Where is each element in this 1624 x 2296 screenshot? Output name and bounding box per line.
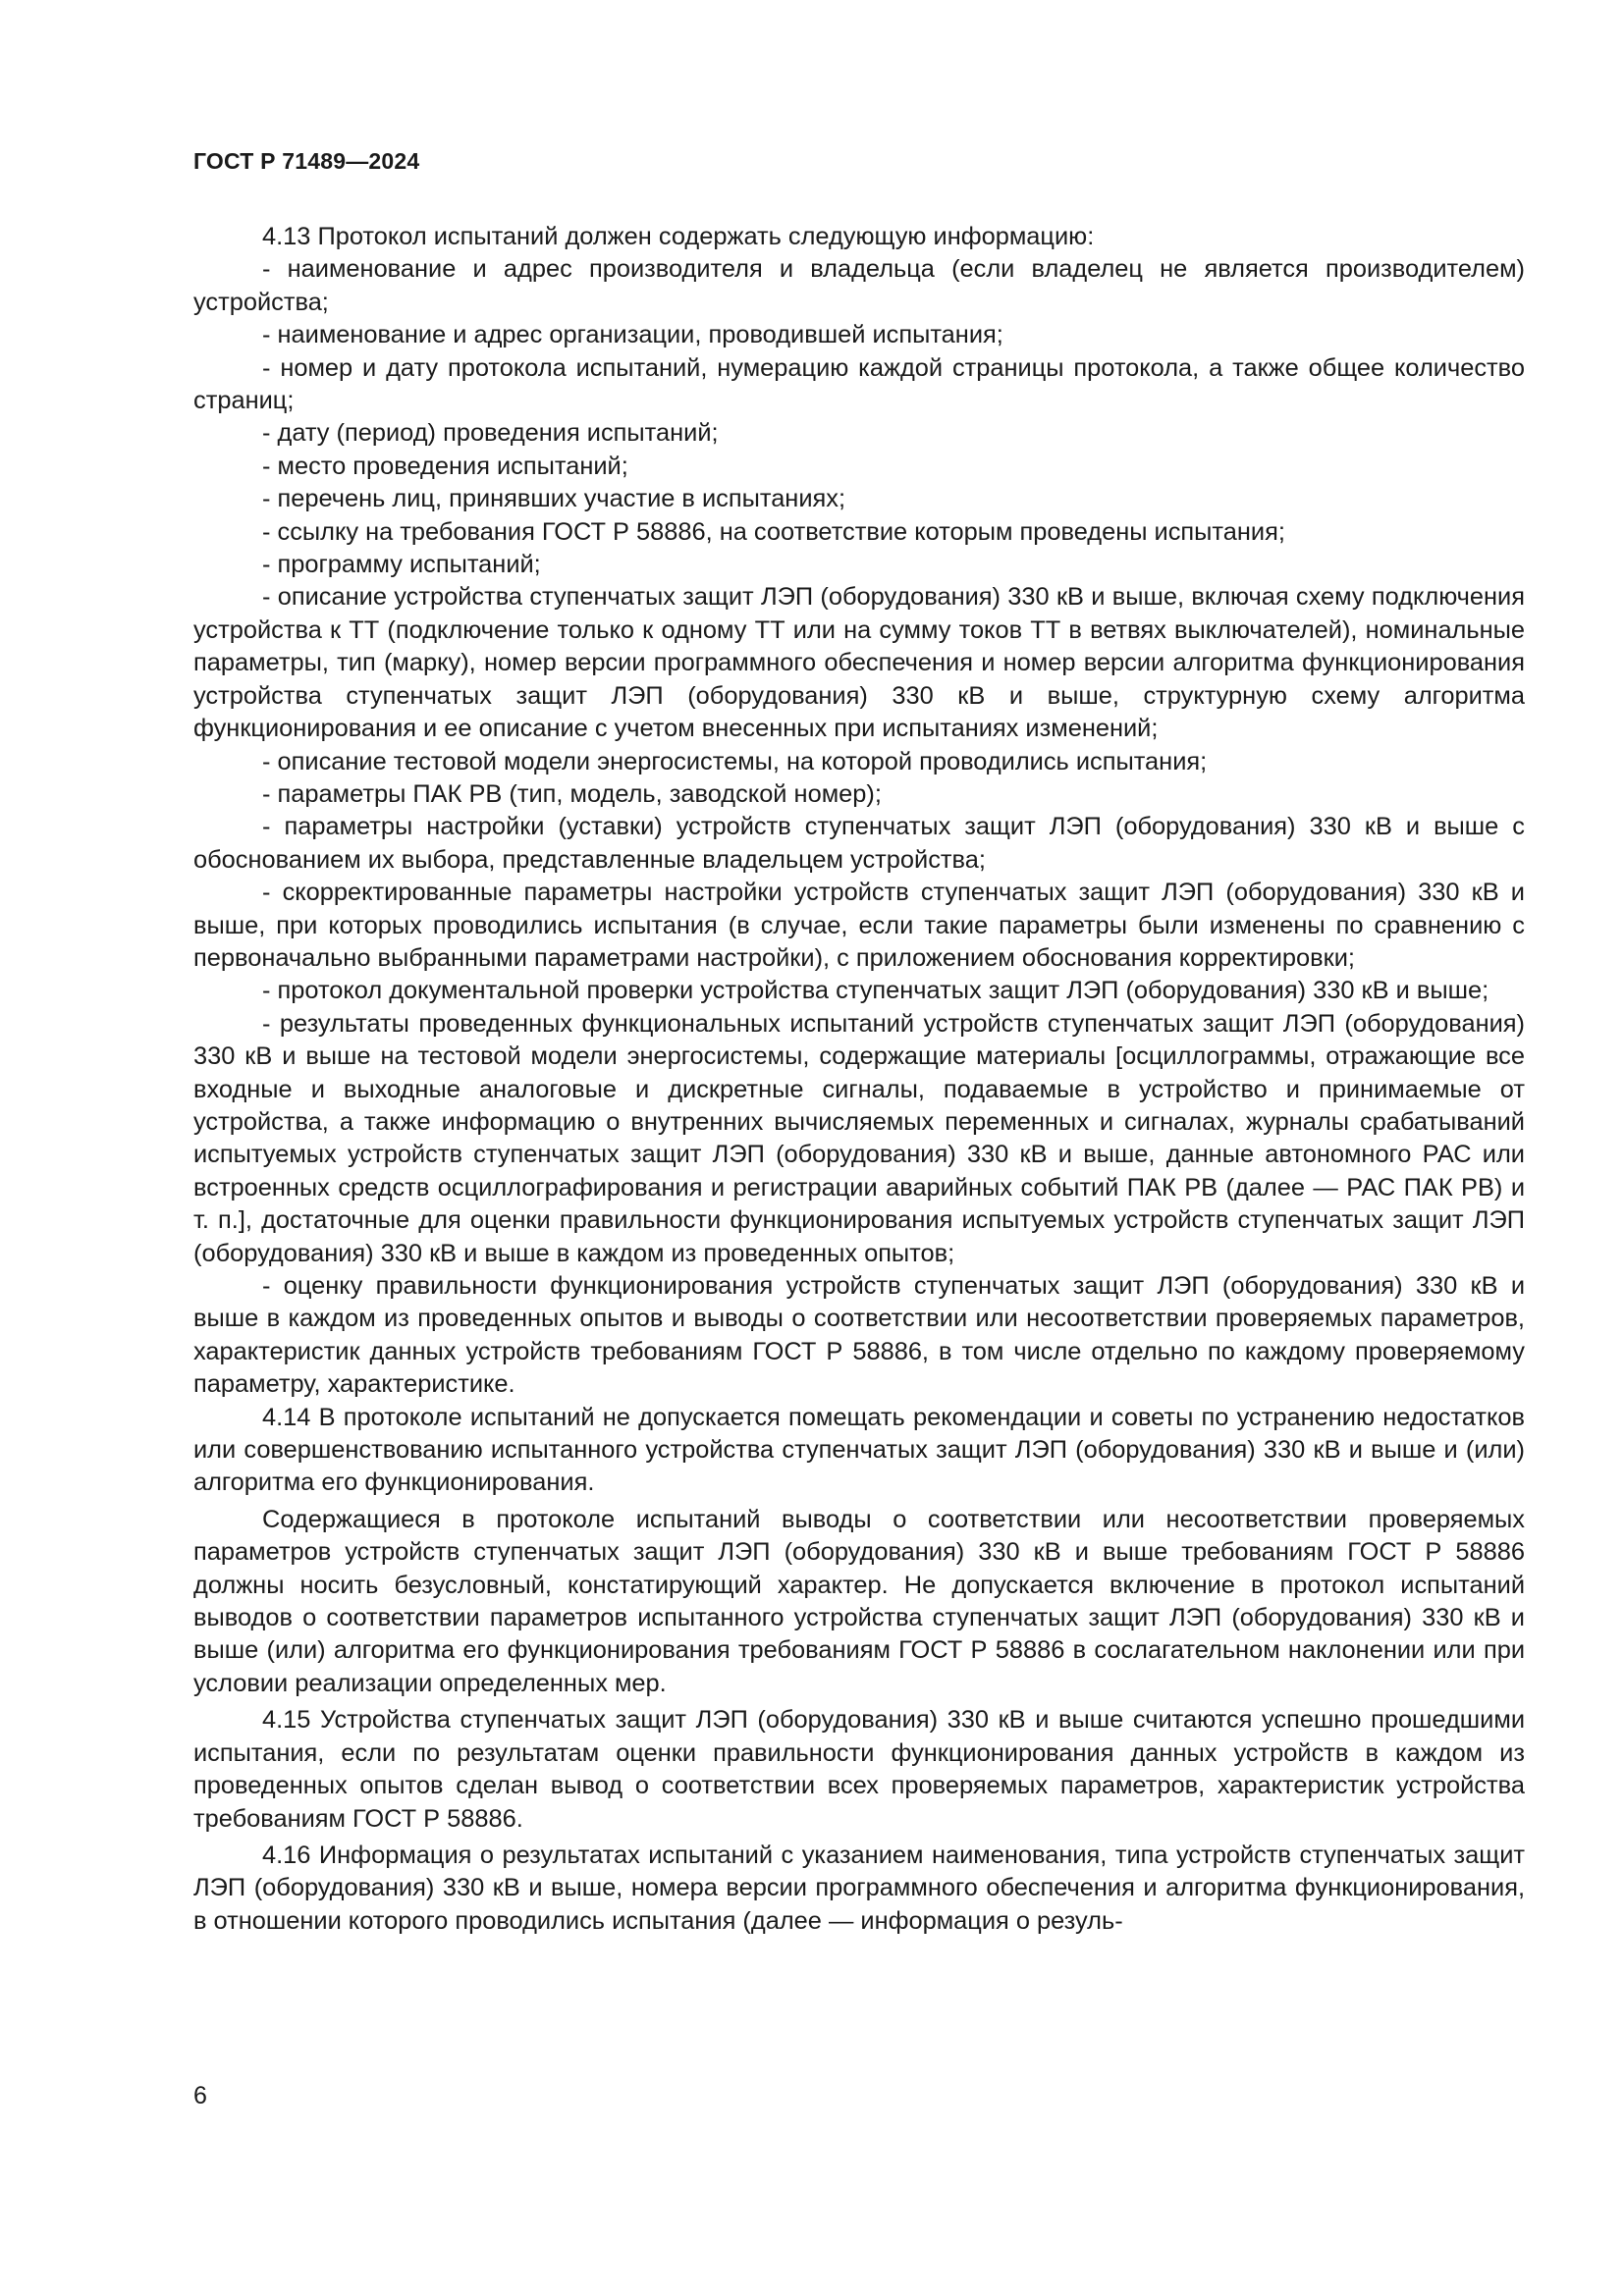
paragraph-4-16: 4.16 Информация о результатах испытаний с указанием наименования, типа устройств ступенчатых защит ЛЭП (оборудования) 330 кВ и выше, номера версии программного обеспечения и алгоритма функционирования, в отношении которого проводились испытания (далее — информация о резуль- <box>193 1841 1525 1935</box>
paragraph-4-13: 4.13 Протокол испытаний должен содержать следующую информацию: <box>262 223 1095 250</box>
paragraph: Содержащиеся в протоколе испытаний выводы о соответствии или несоответствии проверяемых параметров устройств ступенчатых защит ЛЭП (оборудования) 330 кВ и выше требованиям ГОСТ Р 58886 должны носить безусловный, констатирующий характер. Не допускается включение в протокол испытаний выводов о соответствии параметров испытанного устройства ступенчатых защит ЛЭП (оборудования) 330 кВ и выше (или) алгоритма его функционирования требованиям ГОСТ Р 58886 в сослагательном наклонении или при условии реализации определенных мер. <box>193 1505 1525 1697</box>
page-number: 6 <box>193 2082 207 2109</box>
list-item: - программу испытаний; <box>262 551 541 579</box>
list-item: - скорректированные параметры настройки устройств ступенчатых защит ЛЭП (оборудования) 330 кВ и выше, при которых проводились испытания (в случае, если такие параметры были изменены по сравнению с первоначально выбранными параметрами настройки), с приложением обоснования корректировки; <box>193 879 1525 972</box>
paragraph-4-15: 4.15 Устройства ступенчатых защит ЛЭП (оборудования) 330 кВ и выше считаются успешно прошедшими испытания, если по результатам оценки правильности функционирования данных устройств в каждом из проведенных опытов сделан вывод о соответствии всех проверяемых параметров, характеристик устройства требованиям ГОСТ Р 58886. <box>193 1706 1525 1833</box>
list-item: - параметры настройки (уставки) устройств ступенчатых защит ЛЭП (оборудования) 330 кВ и выше с обоснованием их выбора, представленные владельцем устройства; <box>193 813 1525 874</box>
list-item: - описание устройства ступенчатых защит ЛЭП (оборудования) 330 кВ и выше, включая схему подключения устройства к ТТ (подключение только к одному ТТ или на сумму токов ТТ в ветвях выключателей), номинальные параметры, тип (марку), номер версии программного обеспечения и номер версии алгоритма функционирования устройства ступенчатых защит ЛЭП (оборудования) 330 кВ и выше, структурную схему алгоритма функционирования и ее описание с учетом внесенных при испытаниях изменений; <box>193 583 1525 743</box>
list-item: - протокол документальной проверки устройства ступенчатых защит ЛЭП (оборудования) 330 кВ и выше; <box>262 977 1489 1005</box>
list-item: - ссылку на требования ГОСТ Р 58886, на соответствие которым проведены испытания; <box>262 517 1285 546</box>
document-body <box>193 221 1525 1938</box>
list-item: - номер и дату протокола испытаний, нумерацию каждой страницы протокола, а также общее количество страниц; <box>193 353 1525 415</box>
paragraph-4-14: 4.14 В протоколе испытаний не допускается помещать рекомендации и советы по устранению недостатков или совершенствованию испытанного устройства ступенчатых защит ЛЭП (оборудования) 330 кВ и выше и (или) алгоритма его функционирования. <box>193 1403 1525 1497</box>
list-item: - наименование и адрес производителя и владельца (если владелец не является производителем) устройства; <box>193 255 1525 316</box>
document-code-header: ГОСТ Р 71489—2024 <box>193 148 420 174</box>
list-item: - параметры ПАК РВ (тип, модель, заводской номер); <box>262 779 882 808</box>
list-item: - результаты проведенных функциональных испытаний устройств ступенчатых защит ЛЭП (оборудования) 330 кВ и выше на тестовой модели энергосистемы, содержащие материалы [осциллограммы, отражающие все входные и выходные аналоговые и дискретные сигналы, подаваемые в устройство и принимаемые от устройства, а также информацию о внутренних вычисляемых переменных и сигналах, журналы срабатываний испытуемых устройств ступенчатых защит ЛЭП (оборудования) 330 кВ и выше, данные автономного РАС или встроенных средств осциллографирования и регистрации аварийных событий ПАК РВ (далее — РАС ПАК РВ) и т. п.], достаточные для оценки правильности функционирования испытуемых устройств ступенчатых защит ЛЭП (оборудования) 330 кВ и выше в каждом из проведенных опытов; <box>193 1009 1525 1267</box>
list-item: - оценку правильности функционирования устройств ступенчатых защит ЛЭП (оборудования) 330 кВ и выше в каждом из проведенных опытов и выводы о соответствии или несоответствии проверяемых параметров, характеристик данных устройств требованиям ГОСТ Р 58886, в том числе отдельно по каждому проверяемому параметру, характеристике. <box>193 1272 1525 1399</box>
list-item: - наименование и адрес организации, проводившей испытания; <box>262 321 1003 349</box>
list-item: - перечень лиц, принявших участие в испытаниях; <box>262 485 846 513</box>
list-item: - место проведения испытаний; <box>262 452 628 480</box>
list-item: - дату (период) проведения испытаний; <box>262 419 719 448</box>
list-item: - описание тестовой модели энергосистемы, на которой проводились испытания; <box>262 747 1208 775</box>
